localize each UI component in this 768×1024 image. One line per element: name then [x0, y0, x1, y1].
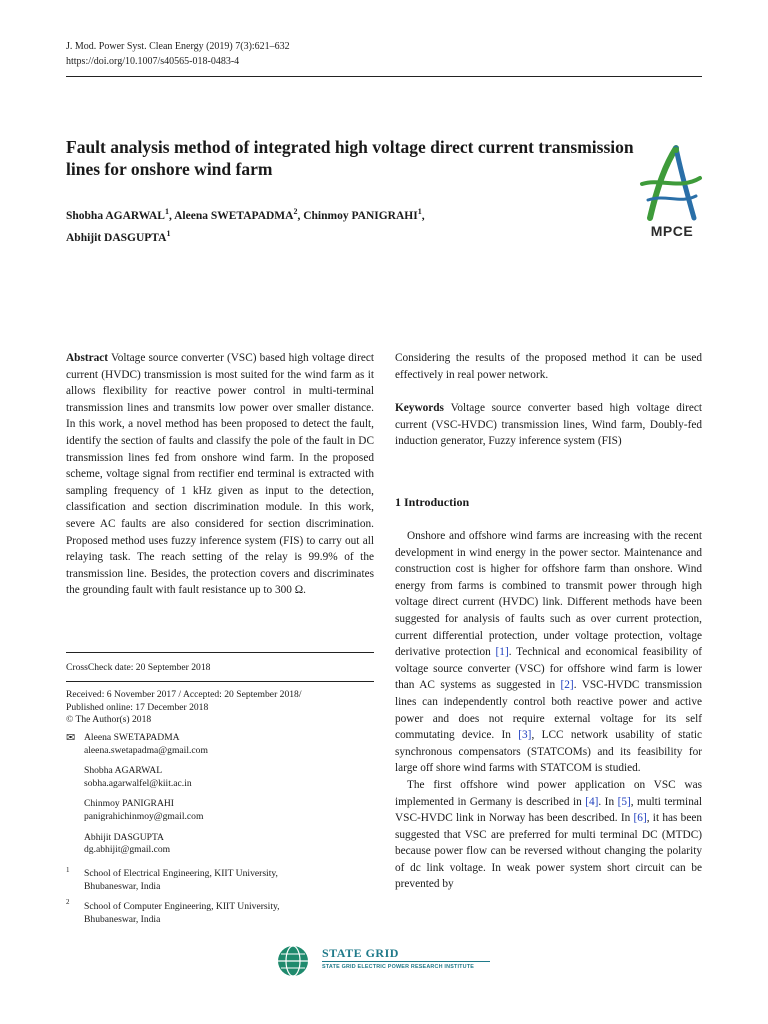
affiliation-line: School of Computer Engineering, KIIT University,	[84, 901, 280, 912]
author-affiliation-mark: 1	[164, 207, 169, 216]
publication-history	[66, 689, 374, 727]
contact-name: Abhijit DASGUPTA	[84, 831, 164, 843]
affiliation-line: Bhubaneswar, India	[84, 913, 161, 925]
publisher-rule	[322, 961, 490, 962]
intro-text: , LCC network usability of static synchronous compensators (STATCOMs) and its feasibility for large off shore wind farms with STATCOM is studied.	[395, 729, 702, 775]
intro-paragraph	[395, 528, 702, 777]
keywords-text: Voltage source converter based high voltage direct current (VSC-HVDC) transmission lines, Wind farm, Doubly-fed induction generator, Fuzzy inference system (FIS)	[395, 402, 703, 448]
meta-rule	[66, 652, 374, 653]
author-affiliation-mark: 1	[166, 228, 171, 238]
section-heading-introduction: 1 Introduction	[395, 495, 470, 509]
footer-publisher-logo	[276, 944, 496, 978]
contact-entry	[84, 832, 374, 857]
copyright: © The Author(s) 2018	[66, 714, 152, 726]
intro-text: The first offshore wind power application on VSC was implemented in Germany is described in	[395, 778, 702, 808]
keywords-label: Keywords	[395, 402, 444, 414]
author-name: Aleena SWETAPADMA	[174, 209, 294, 222]
mpce-emblem-icon	[636, 144, 708, 222]
envelope-icon: ✉	[66, 732, 76, 744]
affiliation-line: School of Electrical Engineering, KIIT University,	[84, 868, 278, 879]
doi-link[interactable]: https://doi.org/10.1007/s40565-018-0483-4	[66, 56, 240, 67]
paper-title: Fault analysis method of integrated high voltage direct current transmission lines for onshore wind farm	[66, 137, 634, 179]
journal-citation: J. Mod. Power Syst. Clean Energy (2019) 7(3):621–632	[66, 41, 290, 52]
published-date: Published online: 17 December 2018	[66, 701, 209, 713]
abstract-continuation: Considering the results of the proposed method it can be used effectively in real power network.	[395, 352, 702, 381]
intro-paragraph	[395, 777, 702, 893]
affiliation	[84, 901, 374, 926]
meta-rule-2	[66, 681, 374, 682]
contact-email[interactable]: sobha.agarwalfel@kiit.ac.in	[84, 777, 192, 789]
citation-link[interactable]: [4]	[585, 795, 599, 808]
publisher-name: STATE GRID	[322, 946, 399, 960]
citation-link[interactable]: [2]	[560, 679, 574, 692]
contact-list	[84, 732, 374, 865]
publisher-subtitle: STATE GRID ELECTRIC POWER RESEARCH INSTITUTE	[322, 964, 475, 970]
author-name: Shobha AGARWAL	[66, 209, 165, 222]
affiliation-number: 2	[66, 898, 70, 906]
logo-text: MPCE	[650, 223, 694, 239]
abstract-label: Abstract	[66, 352, 109, 364]
contact-email[interactable]: aleena.swetapadma@gmail.com	[84, 744, 208, 756]
citation-link[interactable]: [5]	[617, 795, 631, 808]
contact-entry	[84, 732, 374, 757]
contact-entry	[84, 765, 374, 790]
citation-link[interactable]: [6]	[633, 812, 647, 825]
abstract-block	[66, 350, 374, 599]
intro-text: . In	[598, 795, 618, 808]
affiliation-number: 1	[66, 866, 70, 874]
author-name: Abhijit DASGUPTA	[66, 231, 167, 244]
intro-text: , multi terminal VSC-HVDC link in Norway has been described. In	[395, 795, 702, 825]
intro-text: Onshore and offshore wind farms are increasing with the recent development in wind energy in the power sector. Maintenance and construction cost is higher for offshore farm than onshore. Wind energy from farms is combined to transmit power through high voltage direct current (HVDC) link. Different methods have been suggested for analysis of faults such as over current protection, current differential protection, under voltage protection, voltage derivative protection	[395, 530, 702, 659]
affiliation	[84, 868, 374, 893]
author-affiliation-mark: 2	[293, 207, 298, 216]
author-name: Chinmoy PANIGRAHI	[303, 209, 418, 222]
affiliation-line: Bhubaneswar, India	[84, 880, 161, 892]
author-affiliation-mark: 1	[417, 207, 422, 216]
globe-icon	[276, 944, 310, 978]
contact-email[interactable]: panigrahichinmoy@gmail.com	[84, 810, 204, 822]
intro-text: , it has been suggested that VSC are preferred for multi terminal DC (MTDC) because power flow can be reversed without changing the polarity of dc link voltage. In weak power system short circuit can be prevented by	[395, 812, 702, 891]
citation-link[interactable]: [1]	[495, 646, 509, 659]
contact-name: Chinmoy PANIGRAHI	[84, 798, 174, 810]
citation-link[interactable]: [3]	[518, 729, 532, 742]
contact-name: Shobha AGARWAL	[84, 765, 163, 777]
contact-entry	[84, 798, 374, 823]
contact-email[interactable]: dg.abhijit@gmail.com	[84, 844, 171, 856]
author-list: Shobha AGARWAL$^1$, Aleena SWETAPADMA$^2$, Chinmoy PANIGRAHI$^1$, Abhijit DASGUPTA$^1$	[66, 207, 425, 244]
intro-text: . Technical and economical feasibility of voltage source converter (VSC) for offshore wind farm is lower than AC systems as suggested in	[395, 646, 702, 692]
received-date: Received: 6 November 2017 / Accepted: 20 September 2018/	[66, 689, 302, 700]
journal-logo	[636, 144, 708, 239]
introduction-body	[395, 528, 702, 893]
keywords-block	[395, 400, 702, 450]
article-meta	[66, 662, 374, 683]
header-rule	[66, 76, 702, 77]
intro-text: . VSC-HVDC transmission lines can independently control both reactive power and active power and does not require external voltage for its self commutating device. In	[395, 679, 702, 742]
abstract-text: Voltage source converter (VSC) based high voltage direct current (HVDC) transmission is most suited for the wind farm as it allows flexibility for reactive power control in multi-terminal transmission lines and transmits low power over smaller distance. In this work, a novel method has been proposed to detect the fault, identify the section of faults and classify the pole of the fault in DC transmission lines fed from onshore wind farm. In the proposed scheme, voltage signal from rectifier end terminal is extracted with sampling frequency of 1 kHz given as input to the detection, classification and section discrimination module. In this work, severe AC faults are also considered for section discrimination. Proposed method uses fuzzy inference system (FIS) to carry out all relaying task. The reach setting of the relay is 99.9% of the transmission line. Besides, the protection covers and discriminates the grounding fault with fault resistance up to 300 Ω.	[66, 352, 374, 597]
contact-name: Aleena SWETAPADMA	[84, 732, 180, 743]
crosscheck-date: CrossCheck date: 20 September 2018	[66, 662, 211, 673]
